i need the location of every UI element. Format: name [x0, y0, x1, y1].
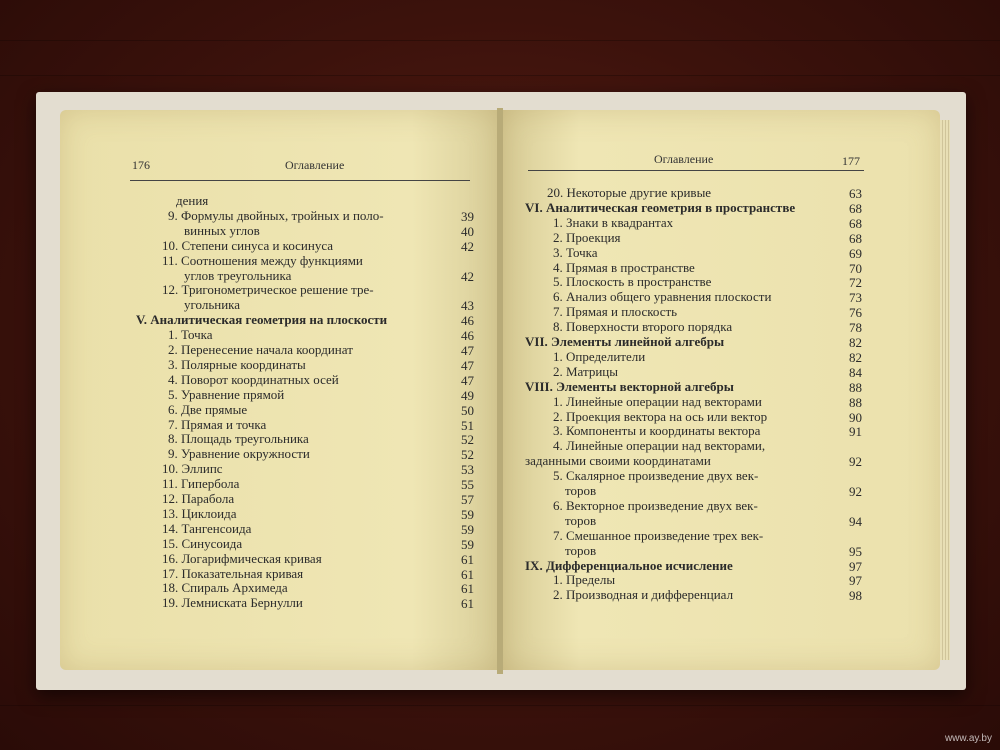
toc-page-number: 50 — [461, 402, 474, 418]
toc-page-number: 61 — [461, 551, 474, 567]
toc-entry — [168, 343, 353, 357]
toc-page-number: 59 — [461, 521, 474, 537]
toc-entry — [553, 365, 618, 379]
toc-entry-title: 12. Тригонометрическое решение тре- — [162, 282, 374, 298]
toc-entry-title: 12. Парабола — [162, 491, 235, 506]
toc-entry — [162, 254, 363, 268]
toc-entry-title: 5. Уравнение прямой — [168, 386, 285, 402]
toc-entry-title: 16. Логарифмическая кривая — [162, 550, 322, 566]
toc-page-number: 49 — [461, 387, 474, 403]
toc-entry-title: 3. Точка — [553, 244, 598, 260]
toc-entry — [525, 559, 733, 573]
toc-entry — [168, 373, 339, 387]
toc-entry — [168, 209, 384, 223]
toc-entry-title: VII. Элементы линейной алгебры — [525, 334, 725, 349]
toc-entry — [162, 492, 234, 506]
left-page-number: 176 — [132, 158, 150, 172]
toc-entry-title: 7. Прямая и плоскость — [553, 304, 678, 320]
toc-entry — [162, 537, 242, 551]
toc-page-number: 46 — [461, 313, 474, 329]
toc-page-number: 72 — [849, 275, 862, 291]
toc-entry — [525, 454, 711, 468]
toc-entry-title: 6. Две прямые — [168, 401, 248, 417]
toc-page-number: 53 — [461, 462, 474, 478]
toc-entry — [162, 552, 322, 566]
toc-entry-title: 5. Скалярное произведение двух век- — [553, 468, 759, 484]
right-page-number: 177 — [842, 154, 860, 168]
toc-entry-title: VIII. Элементы векторной алгебры — [525, 378, 734, 394]
toc-page-number: 43 — [461, 298, 474, 314]
toc-entry — [553, 350, 645, 364]
toc-page-number: 57 — [461, 492, 474, 507]
watermark: www.ay.by — [944, 733, 992, 744]
toc-entry — [162, 581, 288, 595]
toc-page-number: 82 — [849, 335, 862, 350]
toc-page-number: 91 — [849, 424, 862, 440]
toc-entry-title: 2. Производная и дифференциал — [553, 587, 734, 603]
toc-entry-title: 2. Матрицы — [553, 363, 618, 379]
toc-entry — [553, 588, 733, 602]
toc-entry — [553, 290, 771, 304]
toc-entry-title: 17. Показательная кривая — [162, 565, 304, 581]
toc-entry — [553, 424, 760, 438]
toc-entry-title: 7. Смешанное произведение трех век- — [553, 527, 764, 543]
toc-entry — [162, 596, 303, 610]
toc-entry-title: 7. Прямая и точка — [168, 416, 267, 432]
toc-entry — [553, 529, 763, 543]
toc-page-number: 68 — [849, 230, 862, 246]
toc-page-number: 92 — [849, 454, 862, 470]
toc-entry-title: 11. Соотношения между функциями — [162, 252, 363, 268]
toc-entry — [553, 261, 695, 275]
toc-page-number: 92 — [849, 484, 862, 499]
toc-page-number: 76 — [849, 305, 862, 321]
toc-entry-title: 1. Линейные операции над векторами — [553, 393, 762, 409]
toc-entry — [553, 275, 711, 289]
toc-entry-title: 9. Формулы двойных, тройных и поло- — [168, 207, 384, 223]
toc-entry — [553, 231, 621, 245]
toc-page-number: 73 — [849, 290, 862, 306]
toc-entry — [553, 469, 758, 483]
toc-entry — [136, 313, 387, 327]
toc-entry-title: торов — [565, 542, 597, 558]
toc-entry-title: дения — [176, 193, 209, 208]
toc-page-number: 94 — [849, 513, 862, 529]
toc-entry-title: 19. Лемниската Бернулли — [162, 595, 303, 611]
toc-page-number: 88 — [849, 379, 862, 395]
toc-page-number: 47 — [461, 343, 474, 358]
toc-entry — [547, 186, 711, 200]
toc-entry-title: 1. Знаки в квадрантах — [553, 214, 674, 230]
toc-entry — [553, 499, 758, 513]
right-header-rule — [528, 170, 864, 171]
toc-entry — [553, 573, 615, 587]
toc-entry — [553, 410, 767, 424]
toc-page-number: 82 — [849, 349, 862, 365]
toc-entry-title: 2. Перенесение начала координат — [168, 342, 353, 357]
toc-entry — [168, 403, 247, 417]
toc-entry-title: 8. Площадь треугольника — [168, 431, 309, 447]
toc-page-number: 61 — [461, 596, 474, 612]
toc-entry-title: торов — [565, 483, 597, 498]
toc-page-number: 84 — [849, 364, 862, 380]
toc-page-number: 70 — [849, 260, 862, 276]
toc-page-number: 68 — [849, 200, 862, 216]
toc-entry — [176, 194, 208, 208]
left-page-header: Оглавление — [285, 158, 345, 172]
toc-entry-title: 10. Степени синуса и косинуса — [162, 237, 334, 253]
toc-entry-title: углов треугольника — [184, 267, 292, 283]
toc-entry — [184, 224, 260, 238]
toc-entry-title: винных углов — [184, 222, 260, 238]
right-page-header: Оглавление — [654, 152, 714, 166]
toc-entry-title: 10. Эллипс — [162, 461, 223, 477]
toc-entry-title: угольника — [184, 297, 241, 313]
toc-entry — [162, 239, 333, 253]
toc-entry-title: 20. Некоторые другие кривые — [547, 185, 712, 200]
toc-entry-title: заданными своими координатами — [525, 453, 711, 469]
toc-entry-title: 1. Точка — [168, 327, 213, 343]
toc-page-number: 55 — [461, 477, 474, 493]
toc-entry-title: 2. Проекция — [553, 229, 621, 245]
left-header-rule — [130, 180, 470, 181]
toc-entry-title: 1. Пределы — [553, 572, 616, 588]
toc-entry-title: 14. Тангенсоида — [162, 520, 252, 536]
toc-entry — [184, 298, 240, 312]
toc-page-number: 40 — [461, 223, 474, 239]
toc-entry — [553, 395, 762, 409]
toc-entry — [168, 418, 266, 432]
toc-entry — [565, 544, 596, 558]
toc-entry — [168, 328, 213, 342]
toc-page-number: 68 — [849, 215, 862, 231]
toc-entry-title: 3. Полярные координаты — [168, 356, 306, 372]
toc-page-number: 61 — [461, 581, 474, 597]
toc-entry — [162, 477, 239, 491]
toc-entry — [565, 484, 596, 498]
toc-page-number: 42 — [461, 268, 474, 284]
toc-entry — [553, 439, 765, 453]
toc-page-number: 52 — [461, 447, 474, 463]
book-spine — [497, 108, 503, 674]
page-edges — [940, 120, 950, 660]
toc-page-number: 46 — [461, 328, 474, 344]
toc-entry — [168, 447, 310, 461]
toc-entry — [525, 335, 724, 349]
toc-page-number: 42 — [461, 238, 474, 254]
toc-entry — [168, 388, 284, 402]
toc-page-number: 51 — [461, 417, 474, 433]
toc-entry — [184, 269, 291, 283]
toc-page-number: 88 — [849, 394, 862, 410]
toc-entry — [168, 432, 309, 446]
toc-page-number: 47 — [461, 372, 474, 388]
toc-entry — [553, 216, 673, 230]
toc-entry-title: V. Аналитическая геометрия на плоскости — [136, 312, 388, 328]
toc-entry-title: 8. Поверхности второго порядка — [553, 319, 733, 335]
toc-entry-title: 6. Анализ общего уравнения плоскости — [553, 289, 772, 305]
toc-entry — [162, 522, 251, 536]
toc-entry-title: IX. Дифференциальное исчисление — [525, 557, 733, 573]
toc-page-number: 90 — [849, 409, 862, 425]
toc-entry — [553, 320, 732, 334]
toc-page-number: 59 — [461, 506, 474, 522]
toc-entry — [525, 380, 734, 394]
toc-page-number: 95 — [849, 543, 862, 559]
toc-entry-title: торов — [565, 512, 597, 528]
toc-entry — [162, 462, 223, 476]
toc-entry — [162, 507, 237, 521]
toc-entry — [565, 514, 596, 528]
toc-entry-title: 4. Прямая в пространстве — [553, 259, 695, 275]
toc-entry-title: VI. Аналитическая геометрия в пространстве — [525, 199, 796, 215]
toc-entry — [553, 305, 677, 319]
toc-page-number: 39 — [461, 208, 474, 224]
toc-page-number: 47 — [461, 357, 474, 373]
toc-entry-title: 5. Плоскость в пространстве — [553, 274, 712, 290]
toc-entry-title: 2. Проекция вектора на ось или вектор — [553, 408, 768, 424]
toc-entry-title: 9. Уравнение окружности — [168, 446, 310, 462]
toc-page-number: 69 — [849, 245, 862, 261]
toc-page-number: 97 — [849, 573, 862, 589]
toc-entry — [168, 358, 306, 372]
toc-page-number: 63 — [849, 186, 862, 201]
toc-entry — [525, 201, 795, 215]
toc-entry-title: 18. Спираль Архимеда — [162, 580, 288, 596]
toc-page-number: 52 — [461, 432, 474, 448]
toc-entry — [162, 567, 303, 581]
toc-entry-title: 15. Синусоида — [162, 535, 243, 551]
toc-page-number: 78 — [849, 320, 862, 336]
toc-entry-title: 4. Линейные операции над векторами, — [553, 438, 766, 454]
toc-page-number: 59 — [461, 536, 474, 552]
toc-page-number: 97 — [849, 558, 862, 574]
toc-entry-title: 13. Циклоида — [162, 505, 237, 521]
toc-entry-title: 6. Векторное произведение двух век- — [553, 497, 758, 513]
toc-entry — [162, 283, 374, 297]
toc-entry — [553, 246, 598, 260]
toc-entry-title: 1. Определители — [553, 348, 646, 364]
toc-page-number: 61 — [461, 566, 474, 582]
toc-entry-title: 3. Компоненты и координаты вектора — [553, 423, 761, 439]
toc-entry-title: 11. Гипербола — [162, 476, 240, 492]
toc-entry-title: 4. Поворот координатных осей — [168, 371, 339, 387]
toc-page-number: 98 — [849, 588, 862, 604]
